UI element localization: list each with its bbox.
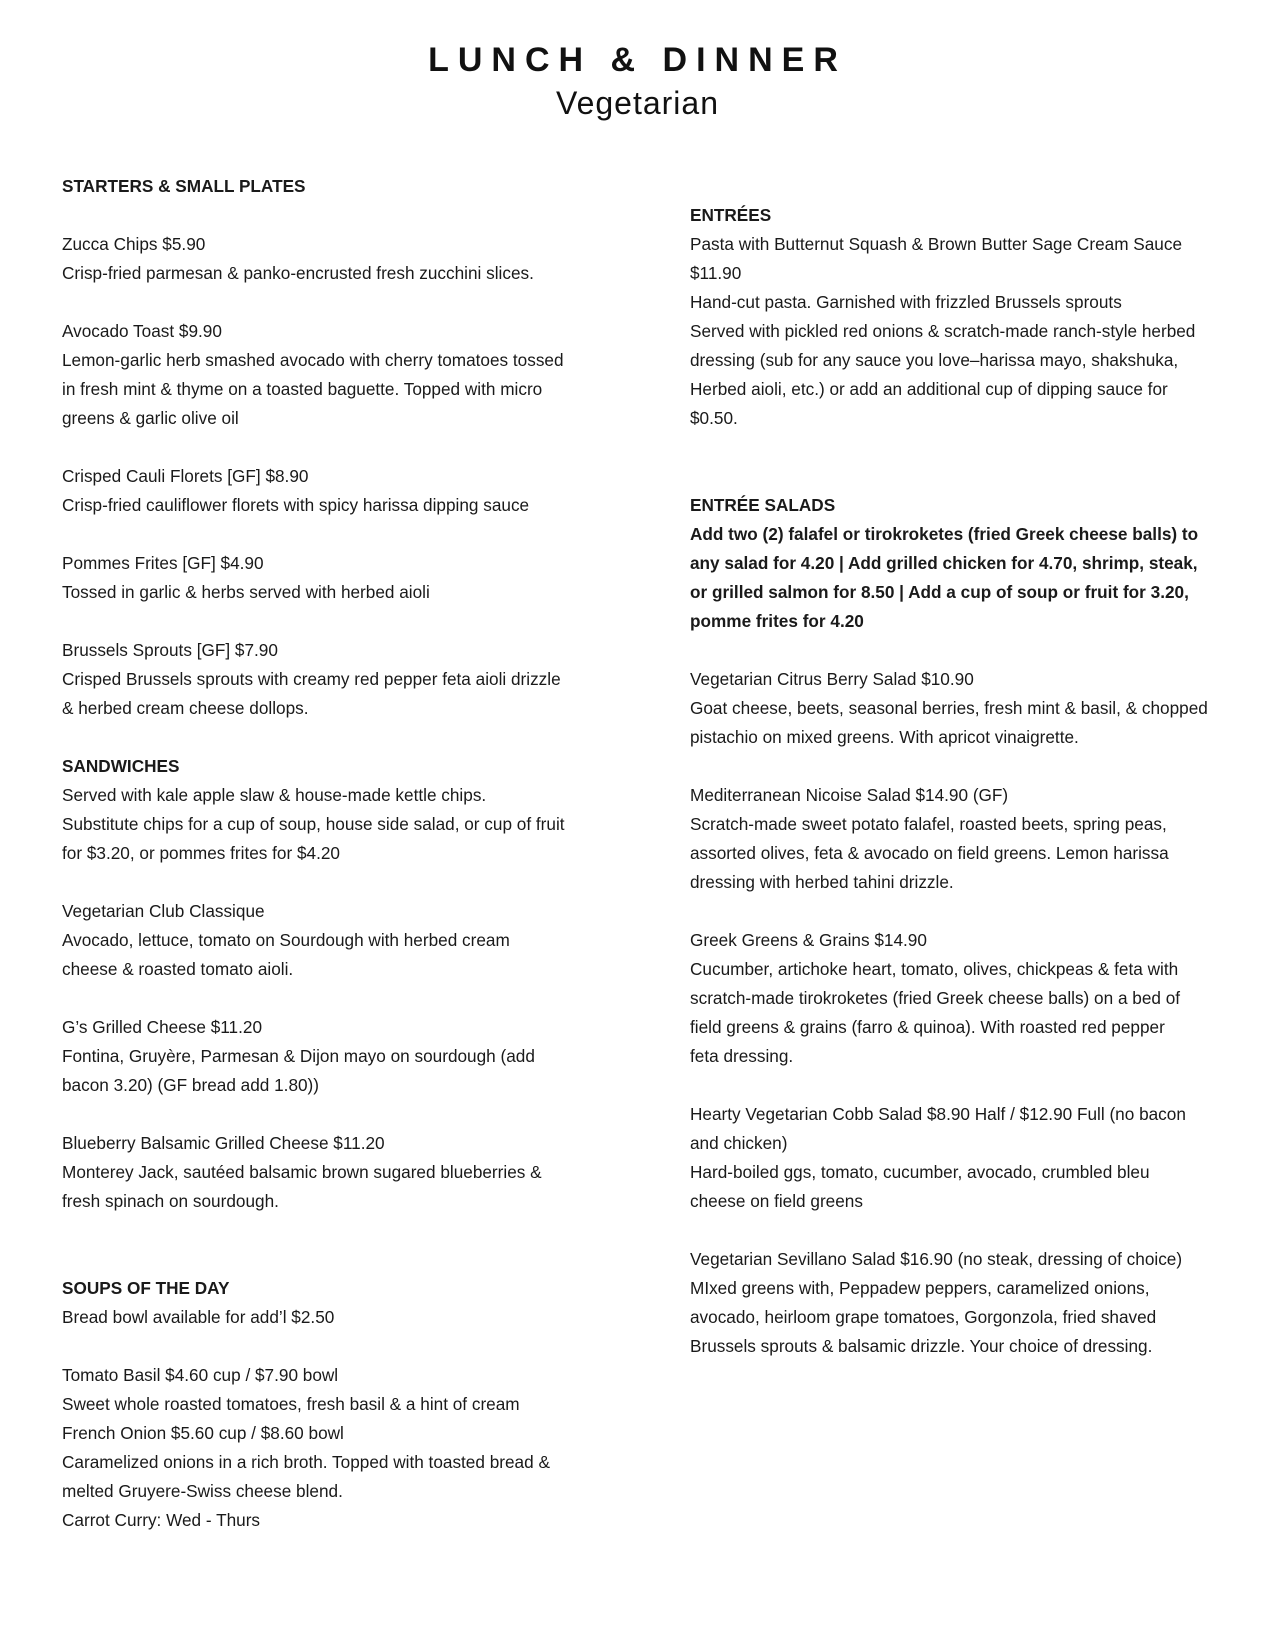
menu-text-line: Avocado Toast $9.90 [62,321,222,341]
menu-text-line: Served with pickled red onions & scratch-made ranch-style herbed [690,321,1196,341]
menu-text-line: Served with kale apple slaw & house-made kettle chips. [62,785,487,805]
menu-text-line: MIxed greens with, Peppadew peppers, caramelized onions, [690,1278,1150,1298]
blank-line [62,520,622,549]
menu-text-line: $11.90 [690,263,742,283]
menu-heading-line: ENTRÉE SALADS [690,495,836,515]
menu-text-line: Hard-boiled ggs, tomato, cucumber, avocado, crumbled bleu [690,1162,1150,1182]
menu-text-line: assorted olives, feta & avocado on field greens. Lemon harissa [690,843,1169,863]
menu-text-line: field greens & grains (farro & quinoa). With roasted red pepper [690,1017,1165,1037]
menu-text-line: Vegetarian Club Classique [62,901,265,921]
blank-line [62,1245,622,1274]
blank-line [690,897,1245,926]
blank-line [690,636,1245,665]
menu-text-line: Brussels sprouts & balsamic drizzle. Your choice of dressing. [690,1336,1153,1356]
blank-line [690,433,1245,462]
menu-text-line: Brussels Sprouts [GF] $7.90 [62,640,278,660]
menu-heading-line: pomme frites for 4.20 [690,611,864,631]
menu-text-line: Vegetarian Citrus Berry Salad $10.90 [690,669,974,689]
menu-text-line: feta dressing. [690,1046,794,1066]
menu-title: LUNCH & DINNER [428,41,847,79]
menu-text-line: Greek Greens & Grains $14.90 [690,930,927,950]
menu-text-line: $0.50. [690,408,738,428]
menu-heading-line: ENTRÉES [690,205,772,225]
blank-line [690,1071,1245,1100]
menu-text-line: cheese on field greens [690,1191,863,1211]
right-column [690,201,1245,1361]
menu-heading-line: any salad for 4.20 | Add grilled chicken for 4.70, shrimp, steak, [690,553,1198,573]
menu-text-line: dressing with herbed tahini drizzle. [690,872,954,892]
menu-text-line: Crisp-fried cauliflower florets with spicy harissa dipping sauce [62,495,530,515]
menu-text-line: Monterey Jack, sautéed balsamic brown sugared blueberries & [62,1162,542,1182]
menu-text-line: Hand-cut pasta. Garnished with frizzled Brussels sprouts [690,292,1122,312]
menu-text-line: Crisped Brussels sprouts with creamy red pepper feta aioli drizzle [62,669,561,689]
menu-text-line: fresh spinach on sourdough. [62,1191,279,1211]
menu-subtitle: Vegetarian [555,85,719,121]
blank-line [62,433,622,462]
menu-text-line: Scratch-made sweet potato falafel, roasted beets, spring peas, [690,814,1167,834]
menu-text-line: Blueberry Balsamic Grilled Cheese $11.20 [62,1133,385,1153]
menu-text-line: cheese & roasted tomato aioli. [62,959,294,979]
menu-text-line: Fontina, Gruyère, Parmesan & Dijon mayo on sourdough (add [62,1046,535,1066]
blank-line [62,1100,622,1129]
menu-heading-line: SOUPS OF THE DAY [62,1278,230,1298]
menu-text-line: Sweet whole roasted tomatoes, fresh basil & a hint of cream [62,1394,520,1414]
blank-line [62,1216,622,1245]
menu-text-line: Lemon-garlic herb smashed avocado with cherry tomatoes tossed [62,350,564,370]
menu-text-line: Pasta with Butternut Squash & Brown Butter Sage Cream Sauce [690,234,1183,254]
blank-line [690,1216,1245,1245]
menu-heading-line: or grilled salmon for 8.50 | Add a cup of soup or fruit for 3.20, [690,582,1189,602]
menu-text-line: Goat cheese, beets, seasonal berries, fresh mint & basil, & chopped [690,698,1208,718]
menu-text-line: Carrot Curry: Wed - Thurs [62,1510,261,1530]
blank-line [690,752,1245,781]
blank-line [62,288,622,317]
blank-line [62,984,622,1013]
menu-text-line: G’s Grilled Cheese $11.20 [62,1017,262,1037]
blank-line [690,462,1245,491]
menu-text-line: Tossed in garlic & herbs served with herbed aioli [62,582,430,602]
menu-text-line: Herbed aioli, etc.) or add an additional cup of dipping sauce for [690,379,1168,399]
menu-text-line: and chicken) [690,1133,788,1153]
menu-text-line: Vegetarian Sevillano Salad $16.90 (no steak, dressing of choice) [690,1249,1183,1269]
menu-text-line: for $3.20, or pommes frites for $4.20 [62,843,340,863]
menu-heading-line: SANDWICHES [62,756,180,776]
blank-line [62,723,622,752]
menu-text-line: Zucca Chips $5.90 [62,234,206,254]
blank-line [62,1332,622,1361]
blank-line [62,201,622,230]
menu-text-line: scratch-made tirokroketes (fried Greek cheese balls) on a bed of [690,988,1181,1008]
menu-text-line: Avocado, lettuce, tomato on Sourdough with herbed cream [62,930,510,950]
menu-text-line: greens & garlic olive oil [62,408,239,428]
menu-heading-line: STARTERS & SMALL PLATES [62,176,306,196]
menu-text-line: French Onion $5.60 cup / $8.60 bowl [62,1423,344,1443]
menu-text-line: pistachio on mixed greens. With apricot vinaigrette. [690,727,1079,747]
menu-text-line: bacon 3.20) (GF bread add 1.80)) [62,1075,320,1095]
menu-text-line: dressing (sub for any sauce you love–harissa mayo, shakshuka, [690,350,1179,370]
menu-text-line: Bread bowl available for add’l $2.50 [62,1307,335,1327]
menu-heading-line: Add two (2) falafel or tirokroketes (fried Greek cheese balls) to [690,524,1199,544]
menu-text-line: Substitute chips for a cup of soup, house side salad, or cup of fruit [62,814,565,834]
menu-text-line: in fresh mint & thyme on a toasted baguette. Topped with micro [62,379,543,399]
menu-text-line: & herbed cream cheese dollops. [62,698,309,718]
menu-text-line: Pommes Frites [GF] $4.90 [62,553,264,573]
menu-text-line: Mediterranean Nicoise Salad $14.90 (GF) [690,785,1009,805]
menu-text-line: Crisped Cauli Florets [GF] $8.90 [62,466,309,486]
menu-text-line: Crisp-fried parmesan & panko-encrusted fresh zucchini slices. [62,263,534,283]
menu-header [0,38,1275,124]
menu-text-line: Tomato Basil $4.60 cup / $7.90 bowl [62,1365,339,1385]
menu-text-line: avocado, heirloom grape tomatoes, Gorgonzola, fried shaved [690,1307,1157,1327]
menu-text-line: Hearty Vegetarian Cobb Salad $8.90 Half / $12.90 Full (no bacon [690,1104,1186,1124]
blank-line [62,607,622,636]
menu-text-line: melted Gruyere-Swiss cheese blend. [62,1481,343,1501]
left-column [62,172,622,1535]
menu-text-line: Caramelized onions in a rich broth. Topped with toasted bread & [62,1452,550,1472]
menu-text-line: Cucumber, artichoke heart, tomato, olives, chickpeas & feta with [690,959,1179,979]
blank-line [62,868,622,897]
